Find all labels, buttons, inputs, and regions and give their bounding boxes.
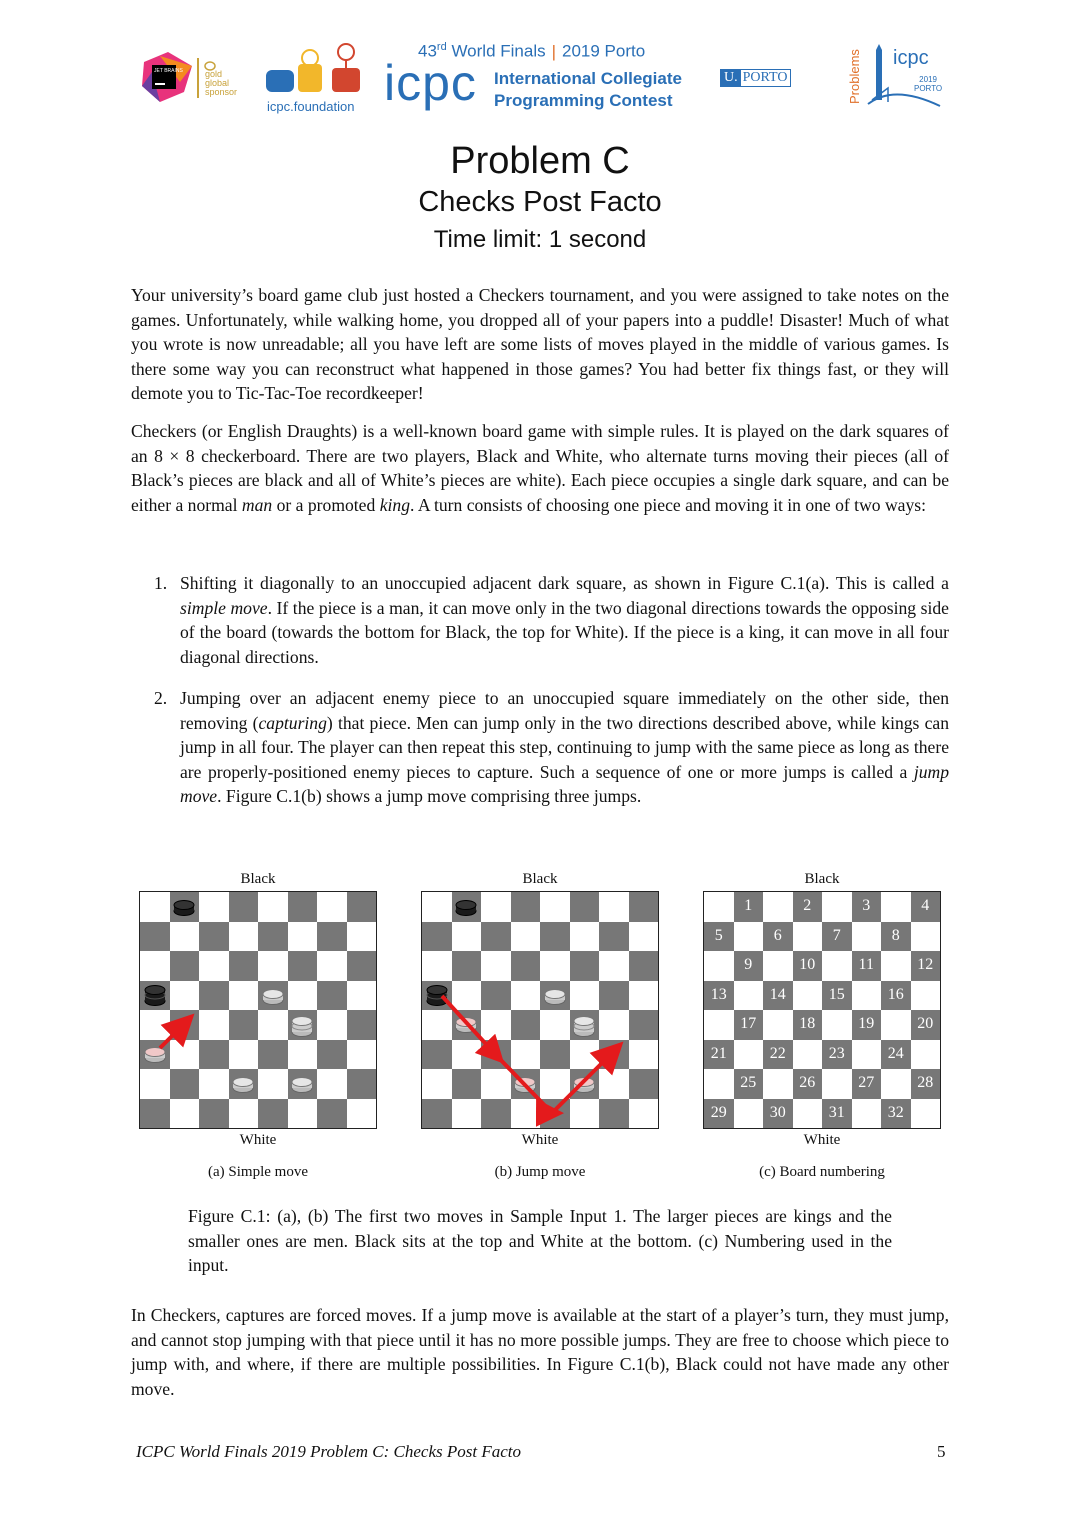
dark-square [734,892,764,922]
dark-square [793,1010,823,1040]
square-number: 14 [769,985,786,1003]
uporto-text: PORTO [742,70,788,85]
square-number: 9 [744,956,753,973]
dark-square [704,981,734,1011]
dark-square [629,951,659,981]
dark-square [288,892,318,922]
light-square [911,1040,941,1070]
dark-square [452,951,482,981]
light-square [599,951,629,981]
dark-square [170,1010,200,1040]
dark-square [511,892,541,922]
square-number: 10 [799,956,816,973]
light-square [317,951,347,981]
light-square [629,1099,659,1129]
dark-square [734,951,764,981]
light-square [599,1069,629,1099]
dark-square [317,981,347,1011]
light-square [511,1040,541,1070]
square-number: 15 [828,985,845,1003]
light-square [170,1040,200,1070]
square-number: 11 [858,956,874,973]
light-square [452,1099,482,1129]
dark-square [911,951,941,981]
light-square [540,951,570,981]
light-square [511,1099,541,1129]
dark-square [822,922,852,952]
light-square [170,981,200,1011]
dark-square [317,922,347,952]
light-square [629,922,659,952]
light-square [140,1010,170,1040]
footer-text: ICPC World Finals 2019 Problem C: Checks Post Facto [136,1442,521,1461]
dark-square [170,951,200,981]
light-square [704,1010,734,1040]
dark-square [793,892,823,922]
square-number: 3 [862,897,871,914]
dark-square [881,1099,911,1129]
light-square [481,892,511,922]
light-square [793,1040,823,1070]
square-number: 7 [832,926,841,944]
dark-square [704,1040,734,1070]
dark-square [570,1010,600,1040]
light-square [793,922,823,952]
dark-square [704,922,734,952]
dark-square [317,1099,347,1129]
term-jump-move: jump move [180,761,949,806]
year-city: 2019 Porto [562,41,646,61]
paragraph-intro: Your university’s board game club just hosted a Checkers tournament, and you were assigned to take notes on the games. Unfortunately, while walking home, you dropped all of your papers into a puddle! Disaster! Much of what you wrote is now unreadable; all you have left are some lists of moves played in the middle of various games. Is there some way you can reconstruct what happened in those games? You had better fix things fast, or they will demote you to Tic-Tac-Toe recordkeeper! [131,285,949,403]
dark-square [734,1069,764,1099]
light-square [422,1069,452,1099]
icpc-small-city: PORTO [914,84,943,93]
dark-square [511,951,541,981]
dark-square [229,1069,259,1099]
dark-square [599,922,629,952]
icpc-wordmark: icpc [384,55,477,111]
light-square [199,892,229,922]
dark-square [288,1010,318,1040]
light-square [599,1010,629,1040]
dark-square [511,1010,541,1040]
list-number-1: 1. [154,573,168,593]
foundation-label: icpc.foundation [267,99,355,114]
light-square [288,1040,318,1070]
term-simple-move: simple move [180,597,268,618]
dark-square [540,1040,570,1070]
light-square [229,922,259,952]
light-square [763,951,793,981]
light-square [704,951,734,981]
dark-square [570,1069,600,1099]
dark-square [422,1099,452,1129]
light-square [452,981,482,1011]
icpc-small-date [914,75,942,93]
light-square [822,951,852,981]
light-square [881,1069,911,1099]
dark-square [170,1069,200,1099]
dark-square [481,1040,511,1070]
square-number: 12 [917,956,934,973]
dark-square [199,1040,229,1070]
square-number: 27 [858,1074,875,1091]
light-square [911,1099,941,1129]
dark-square [793,1069,823,1099]
light-square [511,922,541,952]
dark-square [422,981,452,1011]
dark-square [570,892,600,922]
dark-square [481,981,511,1011]
board-c-top-label: Black [804,871,840,887]
light-square [911,981,941,1011]
icpc-line2: Programming Contest [494,91,673,110]
subcaption-a: (a) Simple move [208,1164,308,1180]
dark-square [481,1099,511,1129]
square-number: 13 [710,985,727,1003]
board-b-bottom-label: White [521,1132,559,1148]
dark-square [258,1099,288,1129]
square-number: 32 [887,1103,904,1121]
light-square [852,1040,882,1070]
dark-square [763,981,793,1011]
light-square [793,1099,823,1129]
light-square [911,922,941,952]
light-square [288,922,318,952]
dark-square [140,1040,170,1070]
light-square [511,981,541,1011]
page-number: 5 [937,1442,946,1461]
light-square [347,1040,377,1070]
light-square [629,1040,659,1070]
dark-square [199,922,229,952]
sponsor-line3: sponsor [205,87,238,97]
light-square [170,1099,200,1129]
light-square [229,1040,259,1070]
dark-square [199,1099,229,1129]
dark-square [422,922,452,952]
dark-square [347,1069,377,1099]
dark-square [140,1099,170,1129]
dark-square [452,1069,482,1099]
light-square [734,1040,764,1070]
light-square [422,951,452,981]
dark-square [881,922,911,952]
board-numbering [703,891,941,1129]
light-square [881,1010,911,1040]
dark-square [229,892,259,922]
light-square [852,922,882,952]
problem-title: Problem C [450,140,630,182]
sponsor-label [205,70,237,97]
icpc-small-year: 2019 [919,75,937,84]
dark-square [852,892,882,922]
list-number-2: 2. [154,688,168,708]
world-finals-num: 43 [418,41,437,61]
sponsor-line2: global [205,78,230,88]
dark-square [599,981,629,1011]
light-square [481,1010,511,1040]
light-square [258,951,288,981]
dark-square [881,1040,911,1070]
jetbrains-logo-text: JET BRAINS [154,68,183,74]
light-square [763,1069,793,1099]
dark-square [540,1099,570,1129]
dark-square [347,892,377,922]
light-square [570,1099,600,1129]
dark-square [599,1040,629,1070]
world-finals-sup: rd [436,41,447,53]
light-square [452,922,482,952]
square-number: 4 [921,897,930,914]
dark-square [734,1010,764,1040]
board-a-bottom-label: White [239,1132,277,1148]
light-square [288,981,318,1011]
light-square [481,1069,511,1099]
dark-square [347,1010,377,1040]
light-square [199,951,229,981]
dark-square [852,1069,882,1099]
uporto-logo [720,69,791,87]
light-square [852,1099,882,1129]
light-square [347,981,377,1011]
light-square [452,1040,482,1070]
light-square [793,981,823,1011]
jetbrains-logo [140,52,196,109]
light-square [347,1099,377,1129]
dark-square [452,1010,482,1040]
dark-square [852,1010,882,1040]
dark-square [763,1040,793,1070]
light-square [140,1069,170,1099]
light-square [540,892,570,922]
light-square [570,922,600,952]
square-number: 26 [799,1074,816,1091]
list-item-simple-move: Shifting it diagonally to an unoccupied adjacent dark square, as shown in Figure C.1(a). This is called a simple move. If the piece is a man, it can move only in the two diagonal directions towards the opposing side of the board (towards the bottom for Black, the top for White). If the piece is a king, it can move in all four diagonal directions. [180,573,949,667]
icpc-small-wordmark: icpc [893,47,929,69]
dark-square [317,1040,347,1070]
dark-square [140,981,170,1011]
dark-square [881,981,911,1011]
term-capturing: capturing [258,712,327,733]
sponsor-line1: gold [205,69,223,79]
dark-square [570,951,600,981]
light-square [599,892,629,922]
dark-square [704,1099,734,1129]
dark-square [229,1010,259,1040]
list-item-jump-move: Jumping over an adjacent enemy piece to an unoccupied square immediately on the other side, then removing (capturing) that piece. Men can jump only in the two directions described above, while kings can jump in all four. The player can then repeat this step, continuing to jump with the same piece as long as there are properly-positioned enemy pieces to capture. Such a sequence of one or more jumps is called a jump move. Figure C.1(b) shows a jump move comprising three jumps. [180,688,950,806]
light-square [422,892,452,922]
board-b-top-label: Black [522,871,558,887]
dark-square [258,922,288,952]
square-number: 30 [769,1103,786,1121]
light-square [229,981,259,1011]
light-square [881,892,911,922]
light-square [422,1010,452,1040]
light-square [881,951,911,981]
light-square [140,892,170,922]
light-square [199,1069,229,1099]
square-number: 22 [769,1044,786,1062]
square-number: 21 [710,1044,727,1062]
square-number: 19 [858,1015,875,1032]
dark-square [852,951,882,981]
square-number: 6 [773,926,782,944]
light-square [822,892,852,922]
dark-square [822,1099,852,1129]
light-square [481,951,511,981]
light-square [199,1010,229,1040]
sponsor-divider [197,58,199,98]
dark-square [822,981,852,1011]
subcaption-b: (b) Jump move [494,1164,586,1180]
dark-square [140,922,170,952]
light-square [629,981,659,1011]
dark-square [793,951,823,981]
light-square [347,922,377,952]
time-limit: Time limit: 1 second [433,226,647,253]
subcaption-c: (c) Board numbering [759,1164,885,1180]
dark-square [170,892,200,922]
square-number: 5 [714,926,723,944]
light-square [258,892,288,922]
paragraph-forced-captures: In Checkers, captures are forced moves. If a jump move is available at the start of a player’s turn, they must jump, and cannot stop jumping with that piece until it has no more possible jumps. They are free to choose which piece to jump with, and where, if there are multiple possibilities. In Figure C.1(b), Black could not have made any other move. [131,1305,949,1399]
light-square [570,981,600,1011]
light-square [258,1069,288,1099]
term-man: man [241,494,273,515]
square-number: 8 [891,926,900,944]
board-jump-move [421,891,659,1129]
dark-square [763,1099,793,1129]
dark-square [629,1010,659,1040]
light-square [570,1040,600,1070]
dark-square [452,892,482,922]
dark-square [288,1069,318,1099]
dark-square [540,981,570,1011]
board-c-bottom-label: White [803,1132,841,1148]
light-square [822,1069,852,1099]
dark-square [288,951,318,981]
world-finals-separator: | [551,41,557,61]
icpc-full-name [494,68,682,112]
board-simple-move [139,891,377,1129]
square-number: 29 [710,1103,727,1121]
dark-square [422,1040,452,1070]
light-square [317,892,347,922]
dark-square [599,1099,629,1129]
dark-square [629,1069,659,1099]
light-square [734,981,764,1011]
problem-name: Checks Post Facto [418,186,662,218]
square-number: 31 [828,1103,845,1121]
square-number: 17 [740,1015,757,1032]
light-square [704,1069,734,1099]
square-number: 16 [887,985,904,1003]
square-number: 23 [828,1044,845,1062]
light-square [734,1099,764,1129]
icpc-foundation-logo [262,40,362,107]
paragraph-rules: Checkers (or English Draughts) is a well-known board game with simple rules. It is played on the dark squares of an 8 × 8 checkerboard. There are two players, Black and White, who alternate turns moving their pieces (all of Black’s pieces are black and all of White’s pieces are white). Each piece occupies a single dark square, and can be either a normal man or a promoted king. A turn consists of choosing one piece and moving it in one of two ways: [131,421,949,515]
light-square [317,1010,347,1040]
uporto-u: U. [721,70,741,86]
square-number: 20 [917,1015,934,1032]
dark-square [911,1069,941,1099]
dark-square [258,1040,288,1070]
light-square [229,1099,259,1129]
board-a-top-label: Black [240,871,276,887]
icpc-line1: International Collegiate [494,69,682,88]
square-number: 2 [803,897,812,914]
dark-square [911,892,941,922]
light-square [852,981,882,1011]
light-square [822,1010,852,1040]
dark-square [258,981,288,1011]
square-number: 25 [740,1074,757,1091]
light-square [540,1010,570,1040]
light-square [317,1069,347,1099]
light-square [288,1099,318,1129]
dark-square [199,981,229,1011]
dark-square [511,1069,541,1099]
light-square [763,1010,793,1040]
dark-square [481,922,511,952]
dark-square [347,951,377,981]
term-king: king [379,494,410,515]
light-square [763,892,793,922]
light-square [734,922,764,952]
dark-square [763,922,793,952]
figure-caption: Figure C.1: (a), (b) The first two moves in Sample Input 1. The larger pieces are kings and the smaller ones are men. Black sits at the top and White at the bottom. (c) Numbering used in the input. [188,1206,892,1275]
dark-square [822,1040,852,1070]
dark-square [911,1010,941,1040]
light-square [540,1069,570,1099]
dark-square [540,922,570,952]
light-square [170,922,200,952]
world-finals-text: World Finals [451,41,546,61]
problems-label: Problems [847,49,862,104]
dark-square [629,892,659,922]
square-number: 18 [799,1015,816,1032]
square-number: 24 [887,1044,904,1062]
light-square [704,892,734,922]
square-number: 1 [744,897,753,914]
light-square [258,1010,288,1040]
square-number: 28 [917,1074,934,1091]
dark-square [229,951,259,981]
light-square [140,951,170,981]
